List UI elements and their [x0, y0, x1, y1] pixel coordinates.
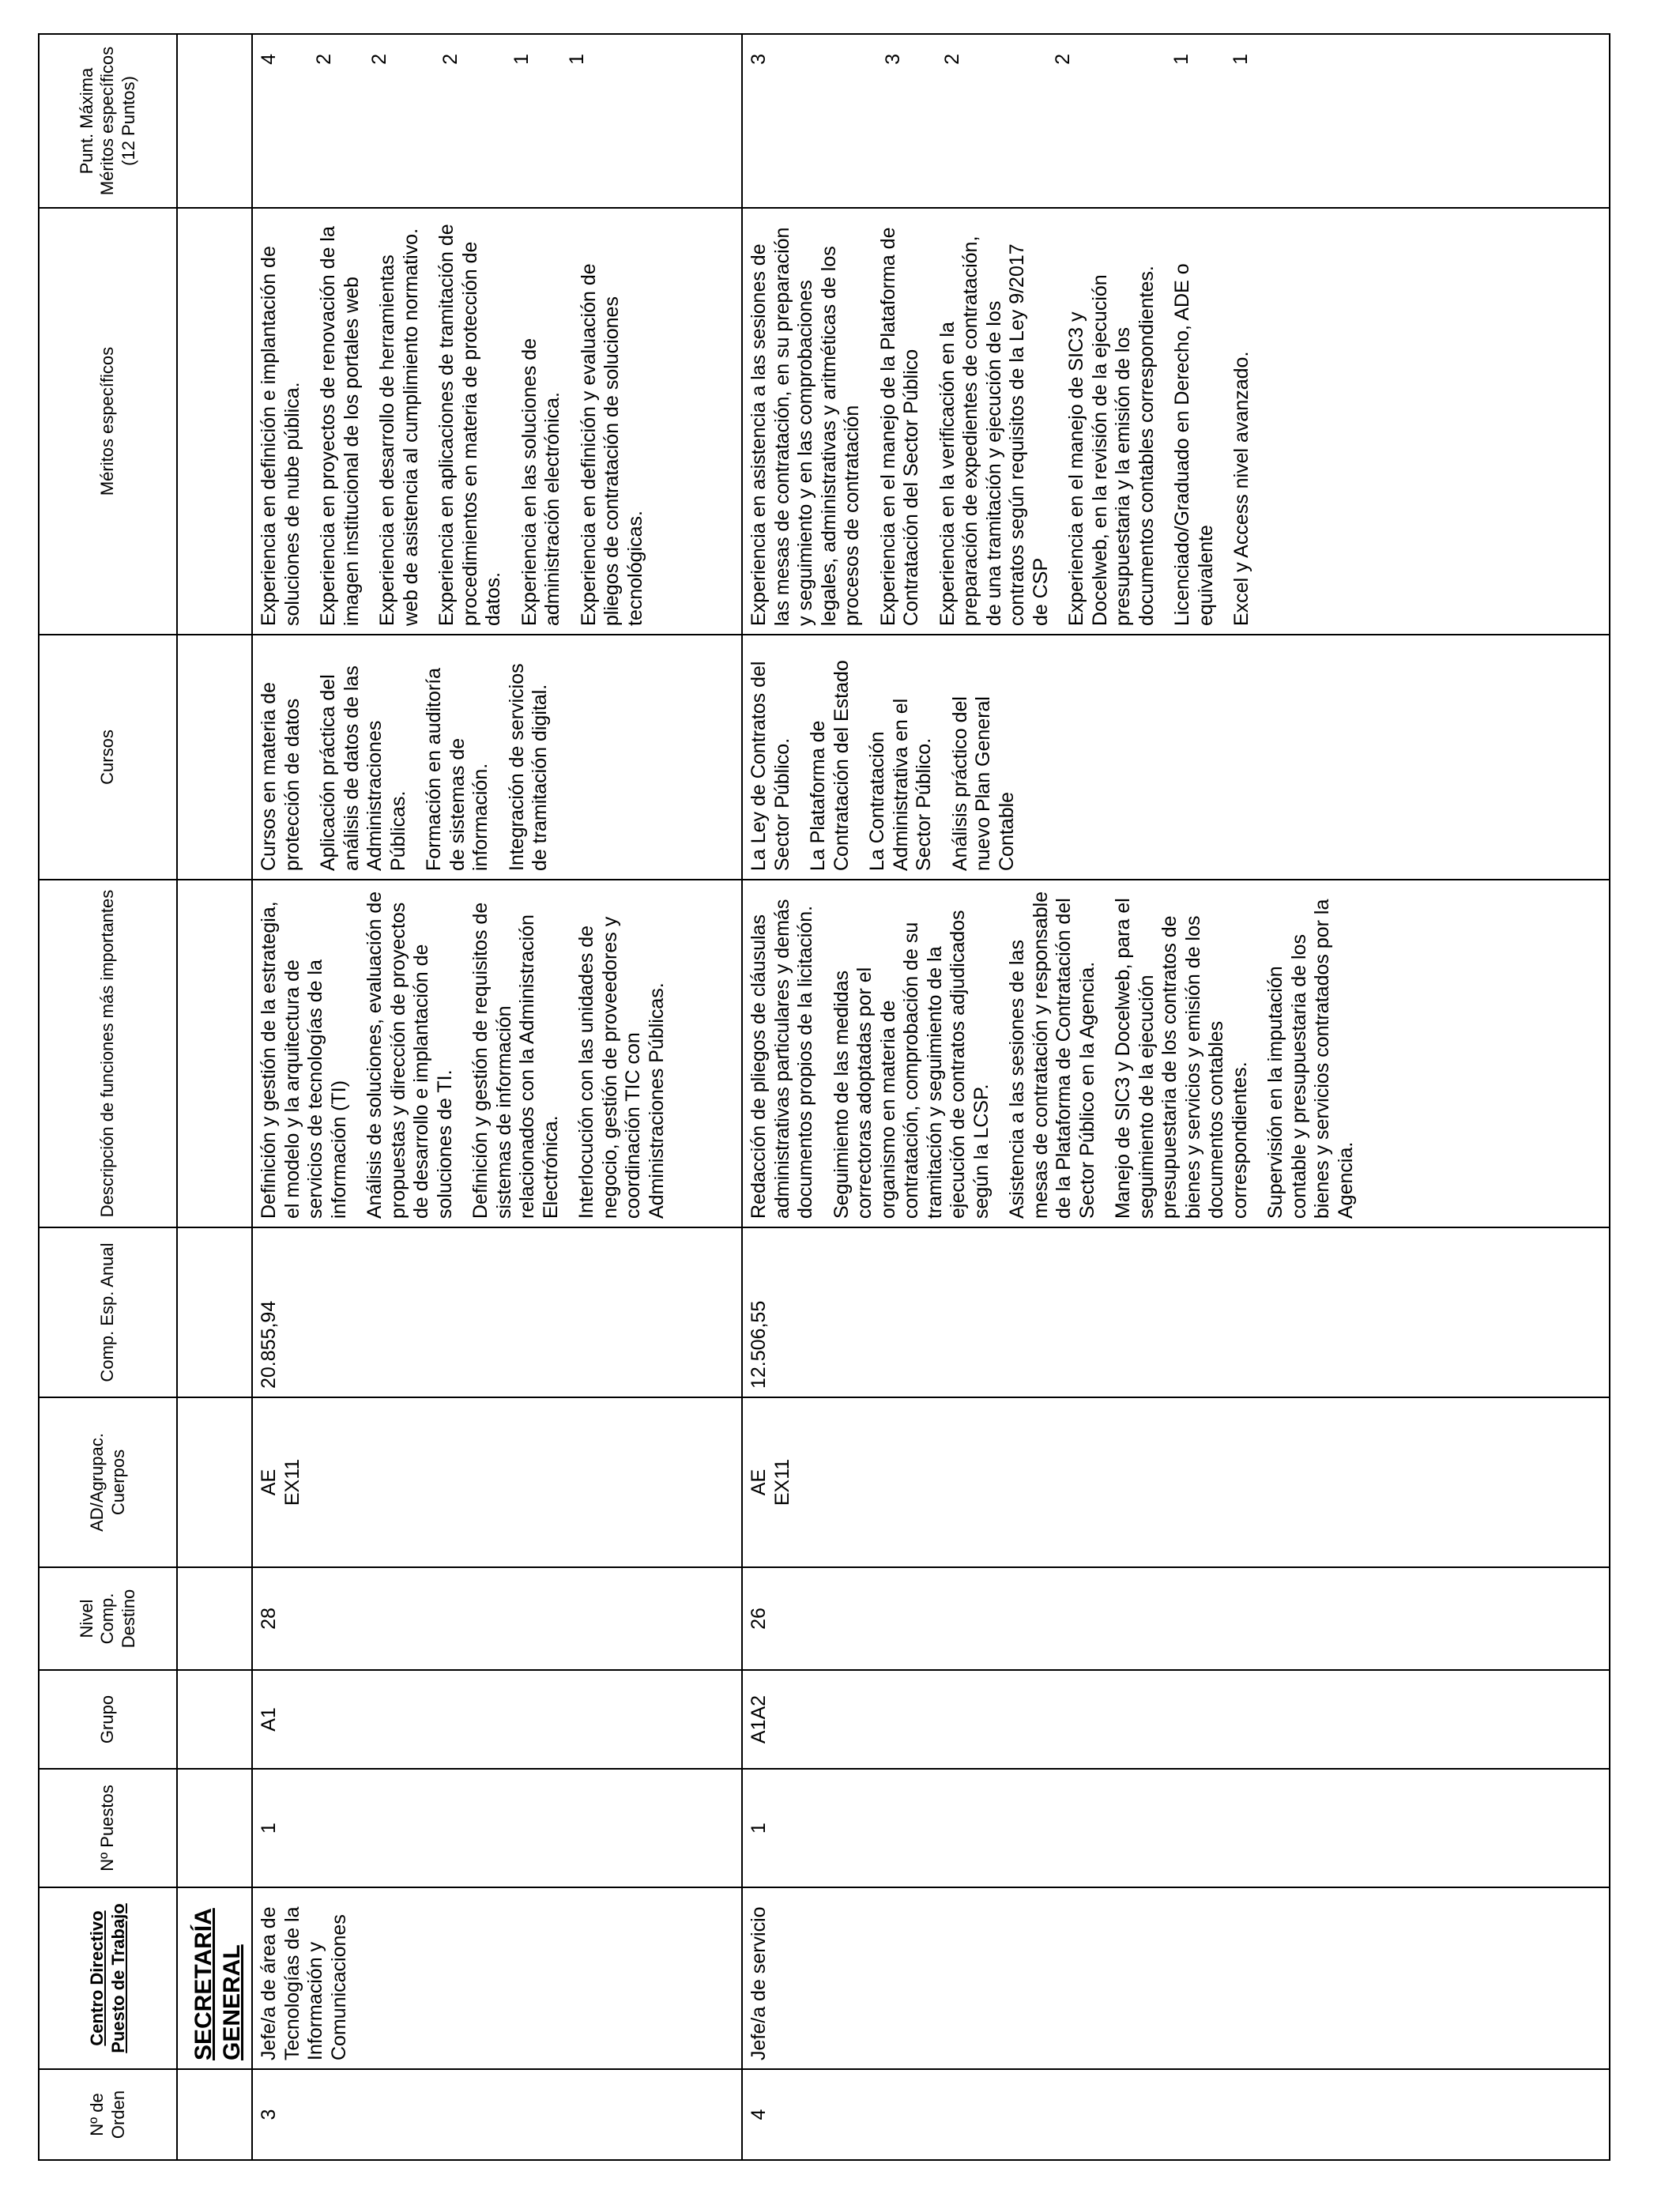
- section-cell: [177, 1887, 252, 2069]
- header-row: [39, 34, 177, 2160]
- orden-cell: 4: [742, 2069, 1610, 2160]
- meritos-item: Experiencia en el manejo de la Plataforma de Contratación del Sector Público: [876, 227, 922, 626]
- puntos-item: 1: [1230, 54, 1252, 65]
- header-puestos: Nº Puestos: [39, 1769, 177, 1887]
- puestos-cell: 1: [742, 1769, 1610, 1887]
- puntos-item: 1: [566, 54, 588, 65]
- cursos-item: Formación en auditoría de sistemas de información.: [423, 667, 492, 871]
- cursos-item: Cursos en materia de protección de datos: [258, 681, 303, 871]
- funciones-item: Análisis de soluciones, evaluación de propuestas y dirección de proyectos de desarrollo e implantación de soluciones de TI.: [363, 891, 456, 1219]
- meritos-item: Excel y Access nivel avanzado.: [1230, 351, 1252, 626]
- meritos-cell: [252, 208, 742, 635]
- meritos-item: Experiencia en proyectos de renovación de la imagen institucional de los portales web: [317, 226, 363, 626]
- puntos-item: 2: [368, 54, 390, 65]
- puntos-cell: [742, 34, 1610, 208]
- funciones-item: Asistencia a las sesiones de las mesas de contratación y responsable de la Plataforma de Contratación del Sector Público en la Agencia.: [1006, 891, 1098, 1219]
- puesto-cell: Jefe/a de área de Tecnologías de la Información y Comunicaciones: [252, 1887, 742, 2069]
- job-positions-table: [38, 33, 1610, 2161]
- puntos-item: 1: [510, 54, 533, 65]
- header-meritos: Méritos específicos: [39, 208, 177, 635]
- funciones-item: Definición y gestión de requisitos de sistemas de información relacionados con la Administración Electrónica.: [469, 902, 562, 1219]
- grupo-cell: A1A2: [742, 1670, 1610, 1769]
- funciones-item: Supervisión en la imputación contable y presupuestaria de los bienes y servicios contratados por la Agencia.: [1264, 899, 1357, 1219]
- cursos-item: Integración de servicios de tramitación digital.: [505, 663, 551, 871]
- meritos-item: Experiencia en asistencia a las sesiones de las mesas de contratación, en su preparación y seguimiento y en las comprobaciones legales, administrativas y aritméticas de los procesos de contratación: [748, 227, 863, 626]
- cursos-item: La Plataforma de Contratación del Estado: [807, 660, 853, 871]
- table-row: [252, 34, 742, 2160]
- cursos-item: Análisis práctico del nuevo Plan General Contable: [948, 696, 1018, 871]
- header-cursos: Cursos: [39, 635, 177, 880]
- nivel-cell: 26: [742, 1567, 1610, 1670]
- header-grupo: Grupo: [39, 1670, 177, 1769]
- cursos-cell: [252, 635, 742, 880]
- cursos-item: La Ley de Contratos del Sector Público.: [748, 661, 793, 871]
- header-orden: Nº de Orden: [39, 2069, 177, 2160]
- header-nivel: Nivel Comp. Destino: [39, 1567, 177, 1670]
- header-centro-directivo: Centro Directivo: [87, 1910, 107, 2046]
- header-ad: AD/Agrupac. Cuerpos: [39, 1397, 177, 1567]
- meritos-item: Licenciado/Graduado en Derecho, ADE o equivalente: [1171, 263, 1217, 626]
- header-funciones: Descripción de funciones más importantes: [39, 880, 177, 1227]
- funciones-item: Seguimiento de las medidas correctoras adoptadas por el organismo en materia de contratación, comprobación de su tramitación y seguimiento de la ejecución de contratos adjudicados según la LCSP.: [830, 910, 993, 1219]
- ad-cell: [742, 1397, 1610, 1567]
- ad-value: AE: [258, 1468, 280, 1496]
- header-puntuacion: Punt. Máxima Méritos específicos (12 Puntos): [39, 34, 177, 208]
- meritos-item: Experiencia en definición y evaluación de pliegos de contratación de soluciones tecnológicas.: [577, 263, 646, 626]
- header-comp: Comp. Esp. Anual: [39, 1227, 177, 1397]
- orden-cell: 3: [252, 2069, 742, 2160]
- meritos-item: Experiencia en el manejo de SIC3 y Docelweb, en la revisión de la ejecución presupuestaria y la emisión de los documentos contables correspondientes.: [1065, 266, 1158, 626]
- cursos-item: Aplicación práctica del análisis de datos de las Administraciones Públicas.: [317, 665, 409, 871]
- funciones-item: Definición y gestión de la estrategia, el modelo y la arquitectura de servicios de tecnologías de la información (TI): [258, 901, 350, 1219]
- meritos-item: Experiencia en la verificación en la preparación de expedientes de contratación, de una tramitación y ejecución de los contratos según requisitos de la Ley 9/2017 de CSP: [936, 236, 1052, 626]
- funciones-cell: [742, 880, 1610, 1227]
- puntos-item: 1: [1170, 54, 1192, 65]
- puntos-item: 4: [258, 54, 280, 65]
- funciones-item: Manejo de SIC3 y Docelweb, para el seguimiento de la ejecución presupuestaria de los contratos de bienes y servicios y emisión de los documentos contables correspondientes.: [1112, 898, 1251, 1219]
- puntos-item: 2: [313, 54, 335, 65]
- table-row: [742, 34, 1610, 2160]
- ad-value: AE: [748, 1468, 770, 1496]
- funciones-item: Redacción de pliegos de cláusulas administrativas particulares y demás documentos propios de la licitación.: [748, 899, 816, 1219]
- puntos-item: 2: [1052, 54, 1074, 65]
- cursos-item: La Contratación Administrativa en el Sector Público.: [866, 698, 935, 871]
- funciones-cell: [252, 880, 742, 1227]
- puntos-item: 3: [882, 54, 904, 65]
- ad-cell: [252, 1397, 742, 1567]
- section-title: SECRETARÍA GENERAL: [190, 1908, 245, 2060]
- meritos-item: Experiencia en desarrollo de herramientas web de asistencia al cumplimiento normativo.: [376, 228, 422, 626]
- section-row: [177, 34, 252, 2160]
- puesto-cell: Jefe/a de servicio: [742, 1887, 1610, 2069]
- cuerpos-value: EX11: [770, 1458, 793, 1506]
- grupo-cell: A1: [252, 1670, 742, 1769]
- header-puesto-trabajo: Puesto de Trabajo: [107, 1903, 128, 2053]
- puestos-cell: 1: [252, 1769, 742, 1887]
- meritos-item: Experiencia en las soluciones de administración electrónica.: [518, 337, 563, 626]
- header-centro: [39, 1887, 177, 2069]
- cuerpos-value: EX11: [281, 1458, 303, 1506]
- meritos-item: Experiencia en aplicaciones de tramitación de procedimientos en materia de protección de datos.: [435, 224, 504, 626]
- comp-cell: 20.855,94: [252, 1227, 742, 1397]
- puntos-item: 3: [748, 54, 770, 65]
- comp-cell: 12.506,55: [742, 1227, 1610, 1397]
- puntos-cell: [252, 34, 742, 208]
- puntos-item: 2: [439, 54, 461, 65]
- nivel-cell: 28: [252, 1567, 742, 1670]
- cursos-cell: [742, 635, 1610, 880]
- funciones-item: Interlocución con las unidades de negocio, gestión de proveedores y coordinación TIC con Administraciones Públicas.: [575, 916, 668, 1219]
- meritos-item: Experiencia en definición e implantación de soluciones de nube pública.: [258, 246, 303, 626]
- meritos-cell: [742, 208, 1610, 635]
- puntos-item: 2: [941, 54, 963, 65]
